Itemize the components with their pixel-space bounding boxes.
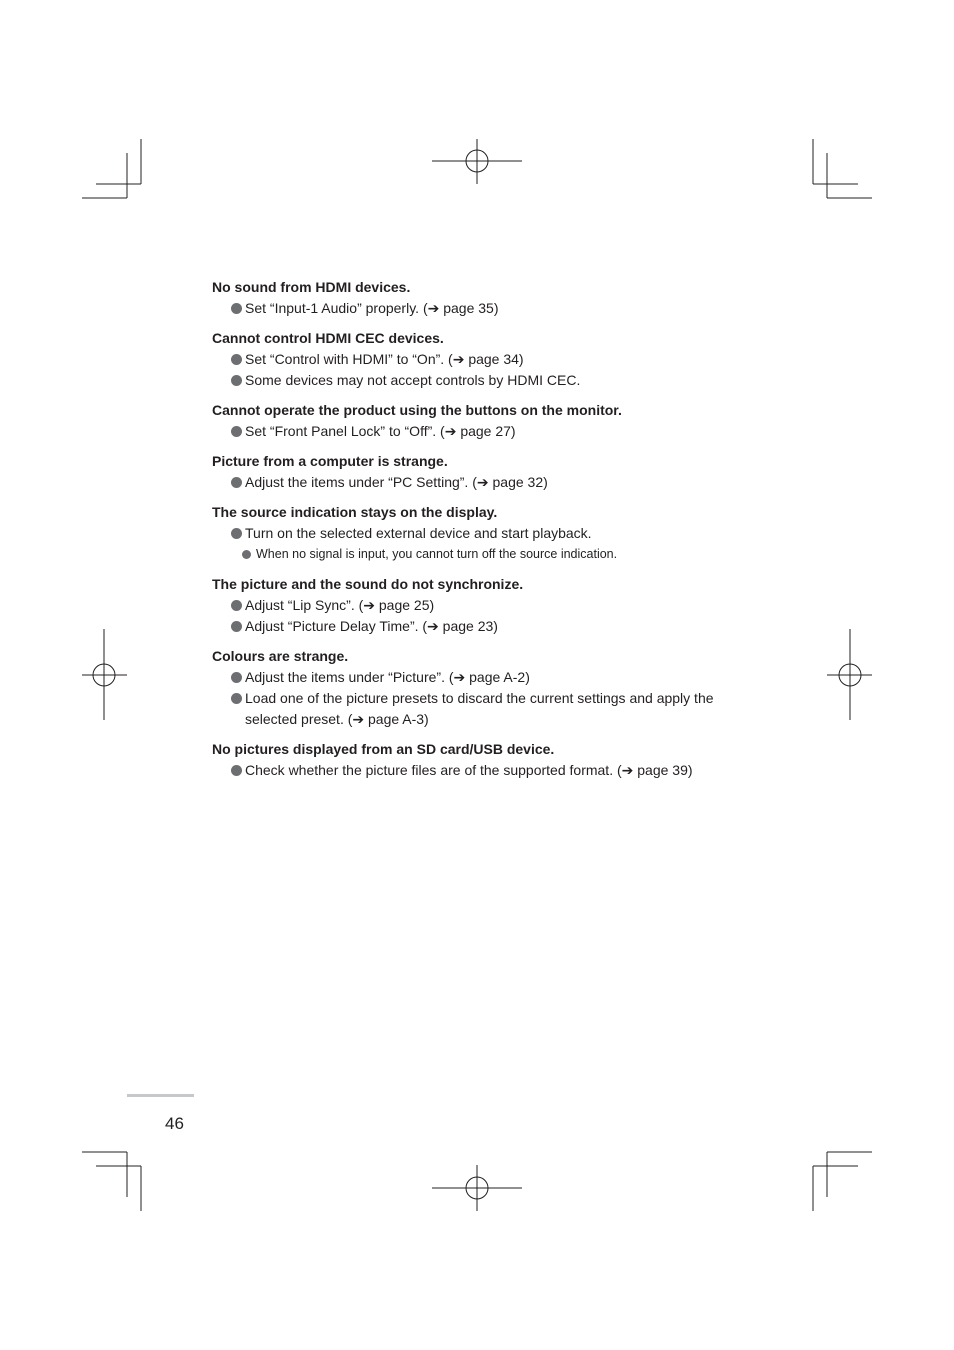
list-item [212,298,732,319]
bullet-icon [231,375,242,386]
item-text: Set “Control with HDMI” to “On”. (➔ page 34) [245,351,524,367]
list-item [212,760,732,781]
list-item [212,472,732,493]
bullet-icon [231,600,242,611]
section-heading: Cannot control HDMI CEC devices. [212,330,444,346]
bullet-icon [231,303,242,314]
bullet-icon [231,693,242,704]
section-heading: The picture and the sound do not synchronize. [212,576,524,592]
item-text: Adjust the items under “PC Setting”. (➔ page 32) [245,474,548,490]
list-item [212,421,732,442]
section-heading: No sound from HDMI devices. [212,279,411,295]
section-heading: The source indication stays on the display. [212,504,498,520]
bullet-icon [231,354,242,365]
list-item [212,370,732,391]
section-source-indication [212,502,732,565]
bullet-icon [231,528,242,539]
section-heading: Cannot operate the product using the buttons on the monitor. [212,402,622,418]
section-heading: No pictures displayed from an SD card/USB device. [212,741,555,757]
list-item [212,616,732,637]
footer-rule [127,1094,194,1097]
section-hdmi-sound [212,277,732,319]
bullet-icon [231,477,242,488]
bullet-icon [231,426,242,437]
list-item [212,667,732,688]
item-text: Turn on the selected external device and start playback. [245,525,592,541]
section-colours [212,646,732,730]
item-text: Set “Input-1 Audio” properly. (➔ page 35) [245,300,499,316]
list-subitem [212,544,732,565]
section-heading: Picture from a computer is strange. [212,453,448,469]
troubleshooting-content [212,277,732,790]
item-text: Adjust “Lip Sync”. (➔ page 25) [245,597,435,613]
item-text: Adjust the items under “Picture”. (➔ page A-2) [245,669,530,685]
item-text: Set “Front Panel Lock” to “Off”. (➔ page 27) [245,423,516,439]
list-item [212,523,732,544]
subitem-text: When no signal is input, you cannot turn off the source indication. [256,547,618,561]
section-hdmi-cec [212,328,732,391]
item-text: Check whether the picture files are of the supported format. (➔ page 39) [245,762,693,778]
item-text: Load one of the picture presets to discard the current settings and apply the selected preset. (➔ page A-3) [245,690,714,727]
section-sync [212,574,732,637]
section-monitor-buttons [212,400,732,442]
item-text: Some devices may not accept controls by HDMI CEC. [245,372,581,388]
section-computer-picture [212,451,732,493]
bullet-icon [231,672,242,683]
section-sd-usb [212,739,732,781]
page-number: 46 [165,1114,184,1133]
bullet-icon [231,765,242,776]
section-heading: Colours are strange. [212,648,349,664]
list-item [212,349,732,370]
bullet-icon [231,621,242,632]
item-text: Adjust “Picture Delay Time”. (➔ page 23) [245,618,498,634]
bullet-icon [242,550,251,559]
list-item [212,688,732,730]
list-item [212,595,732,616]
